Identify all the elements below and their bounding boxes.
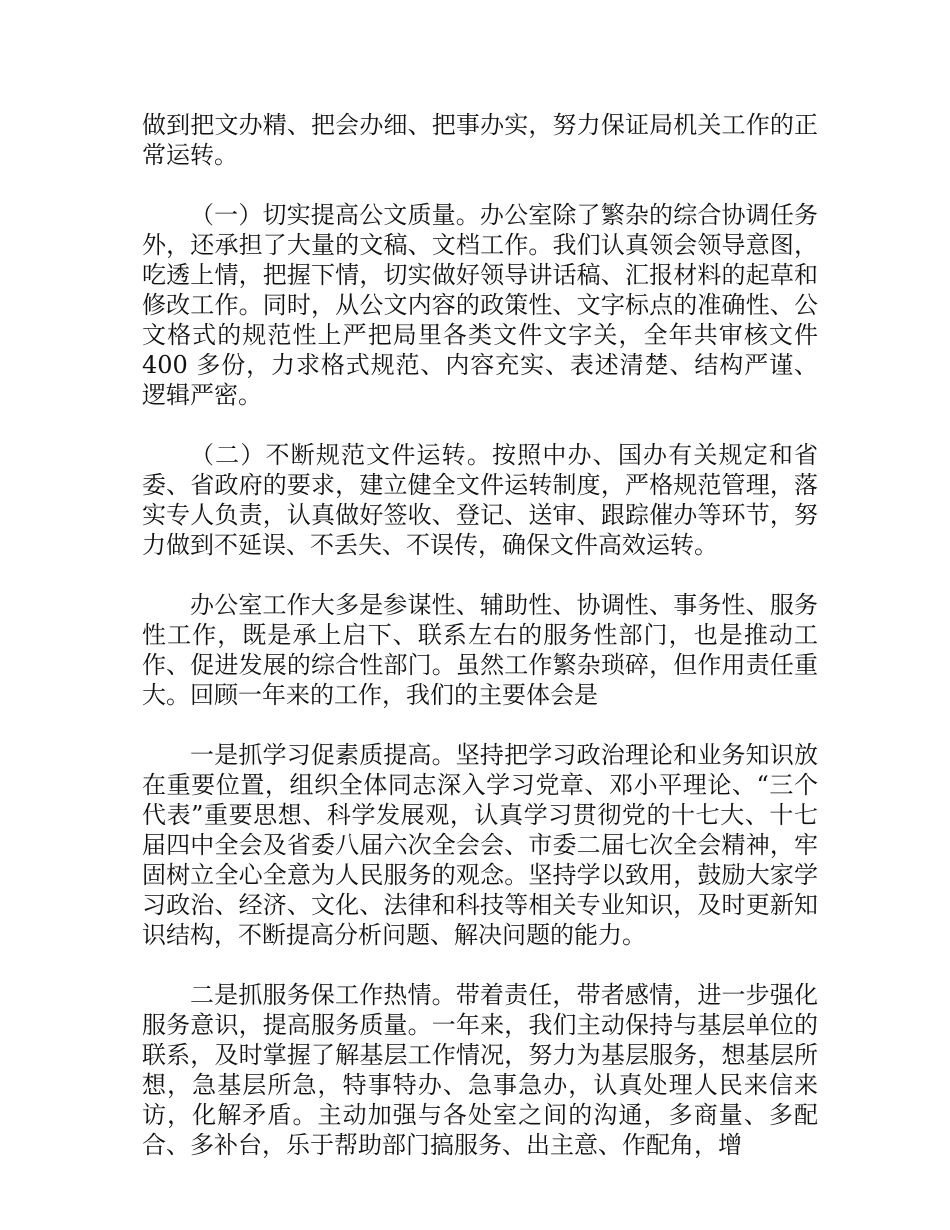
paragraph-service-enthusiasm: 二是抓服务保工作热情。带着责任，带者感情，进一步强化服务意识，提高服务质量。一年来，我们主动保持与基层单位的联系，及时掌握了解基层工作情况，努力为基层服务，想基层所想，急基层所急，特事特办、急事急办，认真处理人民来信来访，化解矛盾。主动加强与各处室之间的沟通，多商量、多配合、多补台，乐于帮助部门搞服务、出主意、作配角，增 <box>142 981 818 1159</box>
paragraph-file-circulation: （二）不断规范文件运转。按照中办、国办有关规定和省委、省政府的要求，建立健全文件运转制度，严格规范管理，落实专人负责，认真做好签收、登记、送审、跟踪催办等环节，努力做到不延误、不丢失、不误传，确保文件高效运转。 <box>142 441 818 559</box>
paragraph-study-improvement: 一是抓学习促素质提高。坚持把学习政治理论和业务知识放在重要位置，组织全体同志深入学习党章、邓小平理论、“三个代表”重要思想、科学发展观，认真学习贯彻党的十七大、十七届四中全会及省委八届六次全会会、市委二届七次全会精神，牢固树立全心全意为人民服务的观念。坚持学以致用，鼓励大家学习政治、经济、文化、法律和科技等相关专业知识，及时更新知识结构，不断提高分析问题、解决问题的能力。 <box>142 741 818 949</box>
document-page <box>142 110 818 1160</box>
paragraph-office-summary: 办公室工作大多是参谋性、辅助性、协调性、事务性、服务性工作，既是承上启下、联系左右的服务性部门，也是推动工作、促进发展的综合性部门。虽然工作繁杂琐碎，但作用责任重大。回顾一年来的工作，我们的主要体会是 <box>142 591 818 709</box>
paragraph-continuation: 做到把文办精、把会办细、把事办实，努力保证局机关工作的正常运转。 <box>142 111 818 169</box>
paragraph-document-quality: （一）切实提高公文质量。办公室除了繁杂的综合协调任务外，还承担了大量的文稿、文档工作。我们认真领会领导意图，吃透上情，把握下情，切实做好领导讲话稿、汇报材料的起草和修改工作。同时，从公文内容的政策性、文字标点的准确性、公文格式的规范性上严把局里各类文件文字关，全年共审核文件 400 多份，力求格式规范、内容充实、表述清楚、结构严谨、逻辑严密。 <box>142 201 818 409</box>
